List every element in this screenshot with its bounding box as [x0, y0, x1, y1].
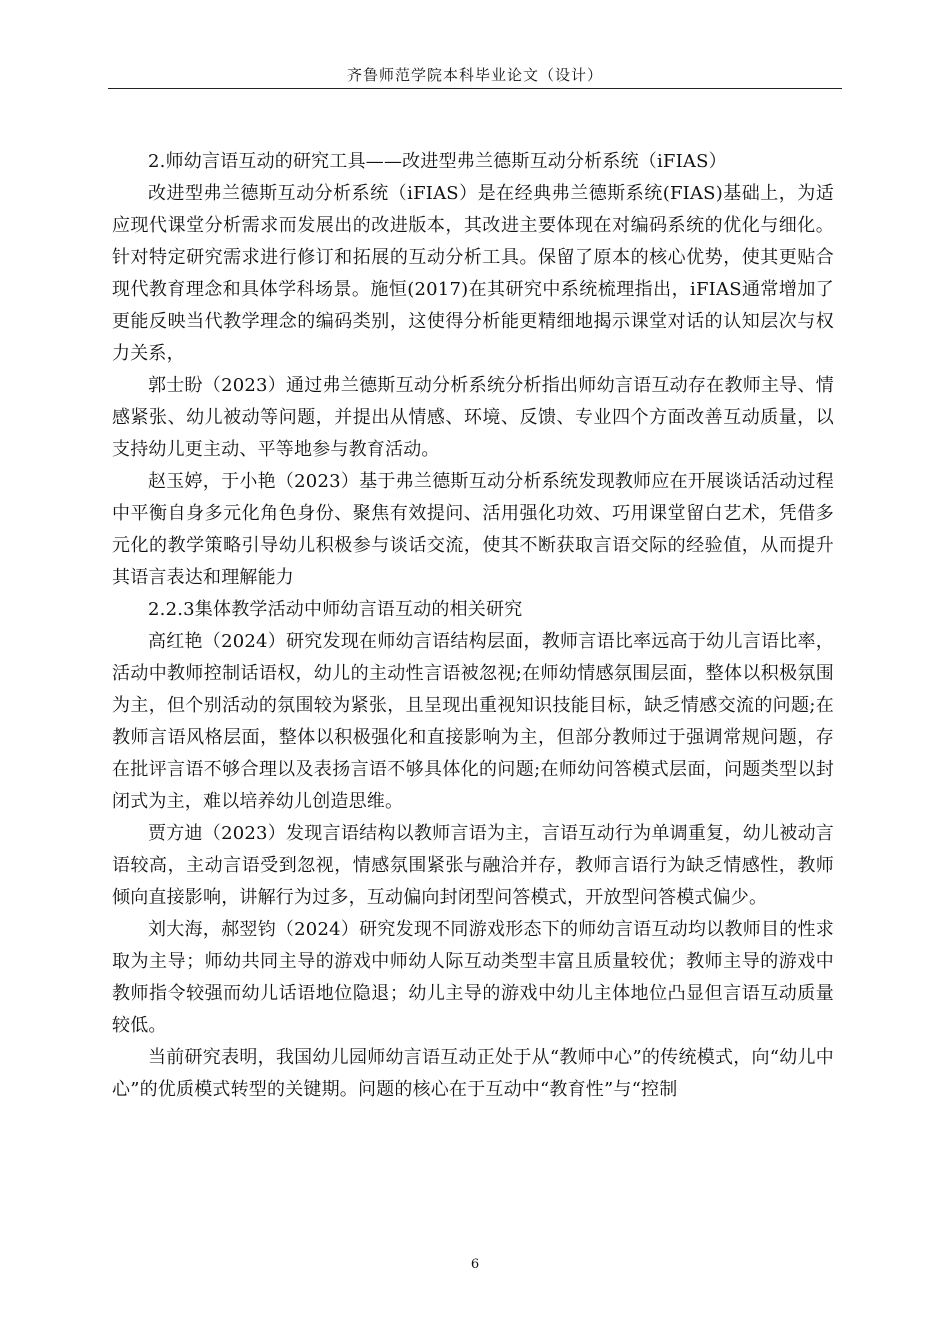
section-heading: 2.2.3集体教学活动中师幼言语互动的相关研究: [148, 599, 523, 620]
paragraph: 改进型弗兰德斯互动分析系统（iFIAS）是在经典弗兰德斯系统(FIAS)基础上，为适应现代课堂分析需求而发展出的改进版本，其改进主要体现在对编码系统的优化与细化。针对特定研究需求进行修订和拓展的互动分析工具。保留了原本的核心优势，使其更贴合现代教育理念和具体学科场景。施恒(2017)在其研究中系统梳理指出，iFIAS通常增加了更能反映当代教学理念的编码类别，这使得分析能更精细地揭示课堂对话的认知层次与权力关系，: [112, 183, 834, 364]
paragraph: 郭士盼（2023）通过弗兰德斯互动分析系统分析指出师幼言语互动存在教师主导、情感紧张、幼儿被动等问题，并提出从情感、环境、反馈、专业四个方面改善互动质量，以支持幼儿更主动、平等地参与教育活动。: [112, 375, 834, 460]
paragraph: 当前研究表明，我国幼儿园师幼言语互动正处于从“教师中心”的传统模式，向“幼儿中心”的优质模式转型的关键期。问题的核心在于互动中“教育性”与“控制: [112, 1047, 834, 1100]
paragraph: 贾方迪（2023）发现言语结构以教师言语为主，言语互动行为单调重复，幼儿被动言语较高，主动言语受到忽视，情感氛围紧张与融洽并存，教师言语行为缺乏情感性，教师倾向直接影响，讲解行为过多，互动偏向封闭型问答模式，开放型问答模式偏少。: [112, 823, 834, 908]
section-heading: 2.师幼言语互动的研究工具——改进型弗兰德斯互动分析系统（iFIAS）: [148, 151, 727, 172]
header-rule: [108, 88, 842, 89]
paragraph: 刘大海，郝翌钧（2024）研究发现不同游戏形态下的师幼言语互动均以教师目的性求取为主导；师幼共同主导的游戏中师幼人际互动类型丰富且质量较优；教师主导的游戏中教师指令较强而幼儿话语地位隐退；幼儿主导的游戏中幼儿主体地位凸显但言语互动质量较低。: [112, 919, 834, 1036]
paragraph: 高红艳（2024）研究发现在师幼言语结构层面，教师言语比率远高于幼儿言语比率，活动中教师控制话语权，幼儿的主动性言语被忽视;在师幼情感氛围层面，整体以积极氛围为主，但个别活动的氛围较为紧张，且呈现出重视知识技能目标，缺乏情感交流的问题;在教师言语风格层面，整体以积极强化和直接影响为主，但部分教师过于强调常规问题，存在批评言语不够合理以及表扬言语不够具体化的问题;在师幼问答模式层面，问题类型以封闭式为主，难以培养幼儿创造思维。: [112, 631, 834, 812]
page-number: 6: [470, 1257, 480, 1272]
page-header: 齐鲁师范学院本科毕业论文（设计）: [346, 66, 603, 84]
paragraph: 赵玉婷，于小艳（2023）基于弗兰德斯互动分析系统发现教师应在开展谈话活动过程中平衡自身多元化角色身份、聚焦有效提问、活用强化功效、巧用课堂留白艺术，凭借多元化的教学策略引导幼儿积极参与谈话交流，使其不断获取言语交际的经验值，从而提升其语言表达和理解能力: [112, 471, 834, 588]
body-text: [112, 146, 834, 1106]
